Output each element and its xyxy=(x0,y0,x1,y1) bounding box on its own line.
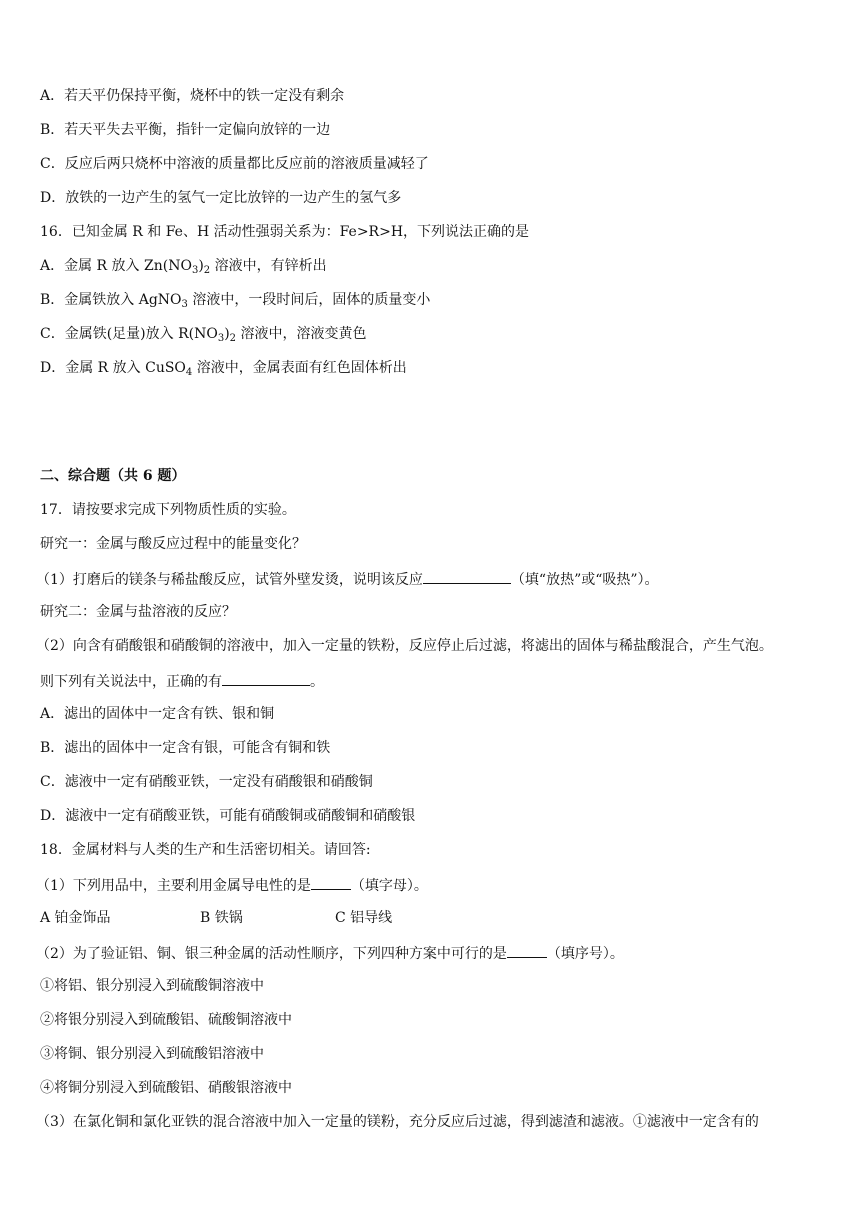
q17-option-d: D．滤液中一定有硝酸亚铁，可能有硝酸铜或硝酸铜和硝酸银 xyxy=(40,808,416,824)
q18-part-3: （3）在氯化铜和氯化亚铁的混合溶液中加入一定量的镁粉，充分反应后过滤，得到滤渣和滤液。①滤液中一定含有的 xyxy=(36,1114,759,1130)
q17-part-1: （1）打磨后的镁条与稀盐酸反应，试管外壁发烫，说明该反应 （填“放热”或“吸热”）。 xyxy=(36,568,830,590)
q16-stem: 16．已知金属 R 和 Fe、H 活动性强弱关系为：Fe>R>H，下列说法正确的是 xyxy=(40,224,530,240)
answer-blank[interactable] xyxy=(311,874,351,890)
q18-part-1-options xyxy=(40,908,830,928)
q18-scheme-4: ④将铜分别浸入到硫酸铝、硝酸银溶液中 xyxy=(40,1080,292,1096)
q18-option-c: C 铝导线 xyxy=(335,910,393,926)
q17-part-2-line-2: 则下列有关说法中，正确的有 。 xyxy=(40,670,830,692)
section-heading: 二、综合题（共 6 题） xyxy=(40,468,186,484)
q18-stem: 18．金属材料与人类的生产和生活密切相关。请回答: xyxy=(40,842,371,858)
q17-part-2-line-1: （2）向含有硝酸银和硝酸铜的溶液中，加入一定量的铁粉，反应停止后过滤，将滤出的固体与稀盐酸混合，产生气泡。 xyxy=(36,638,773,654)
q17-study-one: 研究一：金属与酸反应过程中的能量变化？ xyxy=(40,536,306,552)
q18-scheme-1: ①将铝、银分别浸入到硫酸铜溶液中 xyxy=(40,978,264,994)
q17-study-two: 研究二：金属与盐溶液的反应？ xyxy=(40,604,236,620)
q18-part-2: （2）为了验证铝、铜、银三种金属的活动性顺序，下列四种方案中可行的是 （填序号）。 xyxy=(36,942,830,964)
q17-option-c: C．滤液中一定有硝酸亚铁，一定没有硝酸银和硝酸铜 xyxy=(40,774,373,790)
q18-scheme-3: ③将铜、银分别浸入到硫酸铝溶液中 xyxy=(40,1046,264,1062)
q15-option-a: A．若天平仍保持平衡，烧杯中的铁一定没有剩余 xyxy=(40,88,345,104)
q15-option-c: C．反应后两只烧杯中溶液的质量都比反应前的溶液质量减轻了 xyxy=(40,156,429,172)
answer-blank[interactable] xyxy=(222,670,310,686)
q15-option-b: B．若天平失去平衡，指针一定偏向放锌的一边 xyxy=(40,122,331,138)
q18-option-b: B 铁锅 xyxy=(200,910,243,926)
answer-blank[interactable] xyxy=(507,942,547,958)
q16-option-d: D．金属 R 放入 CuSO$_4$ 溶液中，金属表面有红色固体析出 xyxy=(40,360,407,378)
q17-option-a: A．滤出的固体中一定含有铁、银和铜 xyxy=(40,706,275,722)
q17-stem: 17．请按要求完成下列物质性质的实验。 xyxy=(40,502,296,518)
q18-part-1: （1）下列用品中，主要利用金属导电性的是 （填字母）。 xyxy=(36,874,830,896)
q15-option-d: D．放铁的一边产生的氢气一定比放锌的一边产生的氢气多 xyxy=(40,190,402,206)
q18-option-a: A 铂金饰品 xyxy=(40,910,111,926)
q16-option-b: B．金属铁放入 AgNO$_3$ 溶液中，一段时间后，固体的质量变小 xyxy=(40,292,431,310)
q18-scheme-2: ②将银分别浸入到硫酸铝、硫酸铜溶液中 xyxy=(40,1012,292,1028)
q16-option-a: A．金属 R 放入 $Zn(NO_3)_2$ 溶液中，有锌析出 xyxy=(40,258,327,276)
q16-option-c: C．金属铁(足量)放入 $R(NO_3)_2$ 溶液中，溶液变黄色 xyxy=(40,326,367,344)
answer-blank[interactable] xyxy=(423,568,511,584)
q17-option-b: B．滤出的固体中一定含有银，可能含有铜和铁 xyxy=(40,740,331,756)
